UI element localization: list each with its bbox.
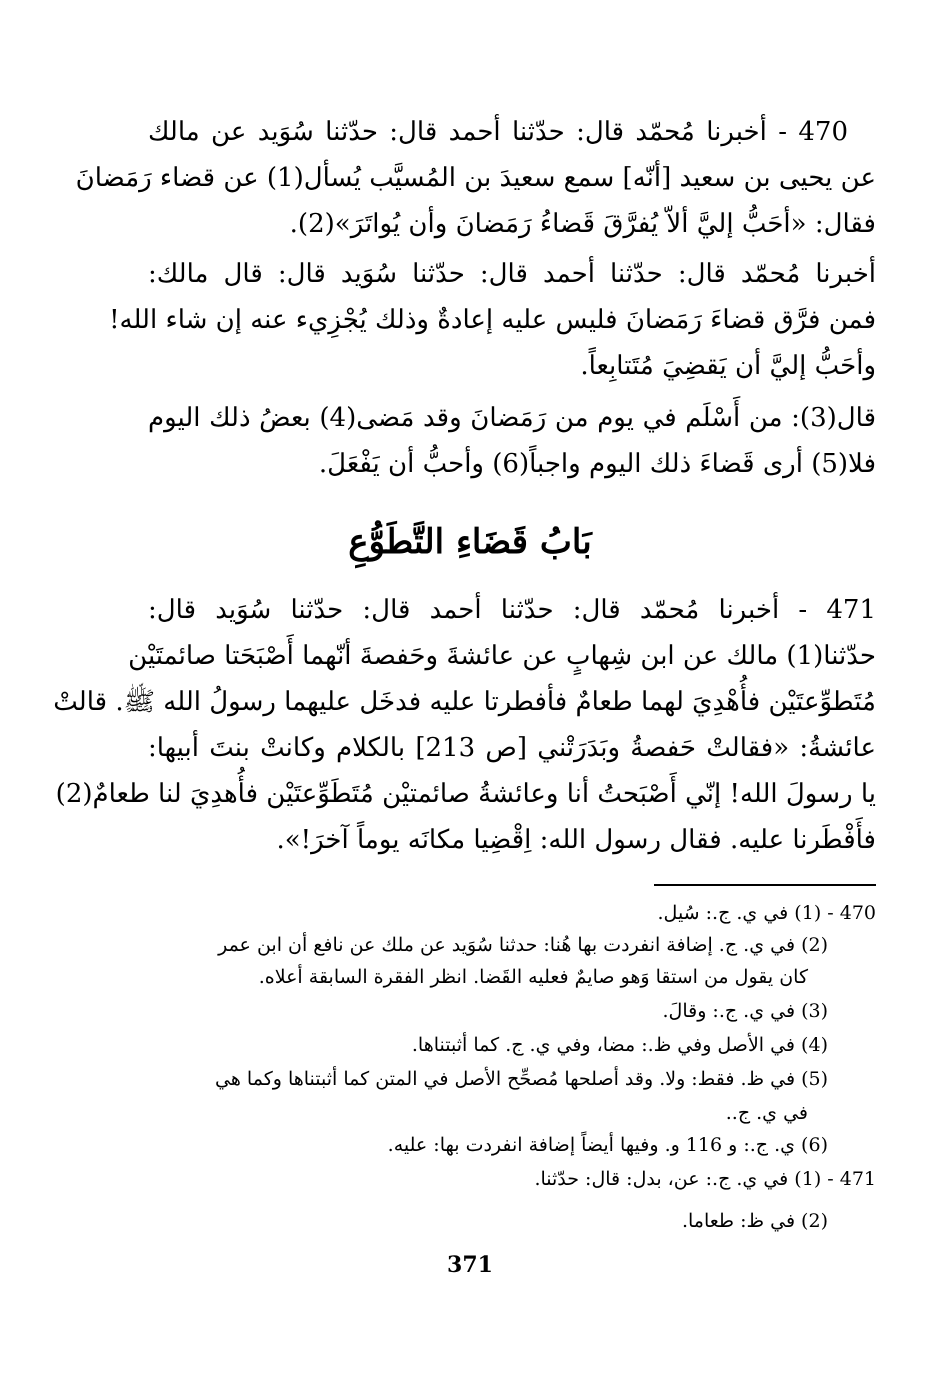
text-line: فأَفْطَرنا عليه. فقال رسول الله: اِقْضِيا مكانَه يوماً آخرَ!». [276,825,876,855]
text-line: فمن فرَّق قضاءَ رَمَضانَ فليس عليه إعادةٌ وذلك يُجْزِيء عنه إن شاء الله! [109,305,876,335]
text-line: عائشةُ: «فقالتْ حَفصةُ وبَدَرَتْني [ص 213] بالكلام وكانتْ بنتَ أبيها: [148,733,876,763]
footnote-line: 470 - (1) في ي. ج.: سُيل. [657,902,876,924]
footnote-divider [654,884,876,886]
text-line: 471 - أخبرنا مُحمّد قال: حدّثنا أحمد قال: حدّثنا سُوَيد قال: [148,595,876,625]
footnote-line: (2) في ي. ج. إضافة انفردت بها هُنا: حدثنا سُوَيد عن ملك عن نافع أن ابن عمر [218,934,828,956]
text-line: عن يحيى بن سعيد [أنّه] سمع سعيدَ بن المُسيَّب يُسأل(1) عن قضاء رَمَضانَ [75,163,876,193]
footnote-line: (5) في ظ. فقط: ولا. وقد أصلحها مُصحِّح الأصل في المتن كما أثبتناها وكما هي [215,1068,828,1090]
footnote-line: كان يقول من استقا وَهو صايمٌ فعليه القَضا. انظر الفقرة السابقة أعلاه. [258,966,808,988]
footnote-line: في ي. ج.. [725,1102,808,1124]
text-line: حدّثنا(1) مالك عن ابن شِهابٍ عن عائشةَ وحَفصةَ أنّهما أَصْبَحَتا صائمتَيْن [128,641,876,671]
footnote-line: (6) ي. ج.: و 116 و. وفيها أيضاً إضافة انفردت بها: عليه. [387,1134,828,1156]
text-line: يا رسولَ الله! إنّي أَصْبَحتُ أنا وعائشةُ صائمتيْن مُتَطَوِّعتَيْن فأُهدِيَ لنا طعامٌ(2) [55,779,876,809]
text-line: 470 - أخبرنا مُحمّد قال: حدّثنا أحمد قال: حدّثنا سُوَيد عن مالك [148,117,848,147]
text-line: فقال: «أحَبُّ إليَّ ألاّ يُفرَّقَ قَضاءُ رَمَضانَ وأن يُواتَرَ»(2). [289,209,876,239]
text-line: وأحَبُّ إليَّ أن يَقضِيَ مُتَتابِعاً. [580,351,876,381]
footnote-line: (4) في الأصل وفي ظ.: مضا، وفي ي. ج. كما أثبتناها. [411,1034,828,1056]
footnote-line: 471 - (1) في ي. ج.: عن، بدل: قال: حدّثنا. [534,1168,876,1190]
text-line: فلا(5) أرى قَضاءَ ذلك اليوم واجباً(6) وأحبُّ أن يَفْعَلَ. [318,449,876,479]
text-line: قال(3): من أَسْلَم في يوم من رَمَضانَ وقد مَضى(4) بعضُ ذلك اليوم [148,403,876,433]
page-number: 371 [447,1252,493,1278]
footnote-line: (2) في ظ: طعاما. [681,1210,828,1232]
footnote-line: (3) في ي. ج.: وقالَ. [662,1000,828,1022]
text-line: مُتَطوِّعتَيْن فأُهْدِيَ لهما طعامٌ فأفطرتا عليه فدخَل عليهما رسولُ الله ﷺ. قالتْ [53,687,876,717]
text-line: أخبرنا مُحمّد قال: حدّثنا أحمد قال: حدّثنا سُوَيد قال: قال مالك: [148,259,876,289]
section-heading: بَابُ قَضَاءِ التَّطَوُّعِ [348,522,592,562]
